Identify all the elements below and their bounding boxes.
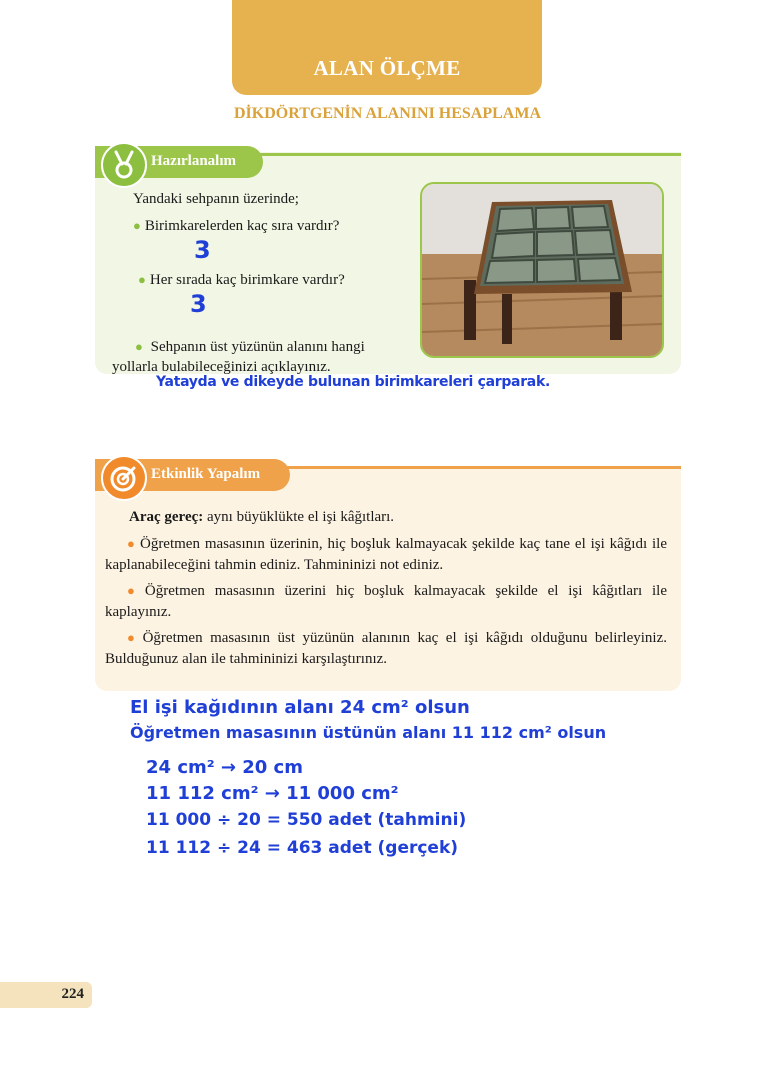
answer-2-handwritten: 3 bbox=[190, 290, 207, 318]
tools-text: aynı büyüklükte el işi kâğıtları. bbox=[203, 509, 395, 525]
page-number-tab bbox=[0, 982, 92, 1008]
question-3-line2: yollarla bulabileceğinizi açıklayınız. bbox=[112, 359, 331, 375]
medal-icon bbox=[101, 142, 147, 188]
handwritten-line-4: 11 112 cm² → 11 000 cm² bbox=[146, 783, 399, 804]
question-1-text: Birimkarelerden kaç sıra vardır? bbox=[144, 218, 340, 234]
bullet-icon: ● bbox=[127, 583, 141, 598]
activity-bullet-1 bbox=[105, 534, 667, 575]
activity-bullet-3-text: Öğretmen masasının üst yüzünün alanının kaç el işi kâğıdı olduğunu belirleyiniz. Bulduğunuz alan ile tahmininizi karşılaştırınız. bbox=[105, 630, 667, 667]
question-2 bbox=[138, 270, 345, 290]
answer-3-handwritten: Yatayda ve dikeyde bulunan birimkareleri çarparak. bbox=[156, 374, 550, 390]
handwritten-line-6: 11 112 ÷ 24 = 463 adet (gerçek) bbox=[146, 838, 459, 858]
activity-bullet-3 bbox=[105, 628, 667, 669]
hazirlanalim-label: Hazırlanalım bbox=[151, 153, 236, 169]
activity-bullet-2-text: Öğretmen masasının üzerini hiç boşluk kalmayacak şekilde el işi kâğıtları ile kaplayınız. bbox=[105, 583, 668, 620]
intro-text: Yandaki sehpanın üzerinde; bbox=[133, 191, 299, 207]
etkinlik-label: Etkinlik Yapalım bbox=[151, 466, 261, 482]
question-1 bbox=[133, 216, 339, 236]
tools-label: Araç gereç: bbox=[129, 509, 204, 525]
page-number: 224 bbox=[61, 986, 84, 1002]
question-2-text: Her sırada kaç birimkare vardır? bbox=[149, 272, 345, 288]
handwritten-line-5: 11 000 ÷ 20 = 550 adet (tahmini) bbox=[146, 810, 467, 830]
question-3-text-a: Sehpanın üst yüzünün alanını hangi bbox=[150, 339, 365, 355]
bullet-icon: ● bbox=[127, 630, 139, 645]
chapter-title-tab bbox=[232, 0, 542, 95]
bullet-icon: ● bbox=[135, 339, 143, 354]
bullet-icon: ● bbox=[133, 218, 141, 233]
section-subtitle: DİKDÖRTGENİN ALANINI HESAPLAMA bbox=[233, 105, 542, 122]
bullet-icon: ● bbox=[127, 536, 136, 551]
tools-line bbox=[129, 507, 394, 527]
handwritten-line-1: El işi kağıdının alanı 24 cm² olsun bbox=[130, 697, 470, 718]
target-icon bbox=[101, 455, 147, 501]
question-3-line1 bbox=[135, 337, 365, 357]
bullet-icon: ● bbox=[138, 272, 146, 287]
answer-1-handwritten: 3 bbox=[194, 236, 211, 264]
coffee-table-photo bbox=[420, 182, 664, 358]
activity-bullet-2 bbox=[105, 581, 667, 622]
handwritten-line-3: 24 cm² → 20 cm bbox=[146, 757, 303, 778]
chapter-title: ALAN ÖLÇME bbox=[313, 56, 461, 80]
handwritten-line-2: Öğretmen masasının üstünün alanı 11 112 cm² olsun bbox=[130, 723, 607, 742]
activity-bullet-1-text: Öğretmen masasının üzerinin, hiç boşluk kalmayacak şekilde kaç tane el işi kâğıdı ile kaplanabileceğini tahmin ediniz. Tahmininizi not ediniz. bbox=[105, 536, 668, 573]
